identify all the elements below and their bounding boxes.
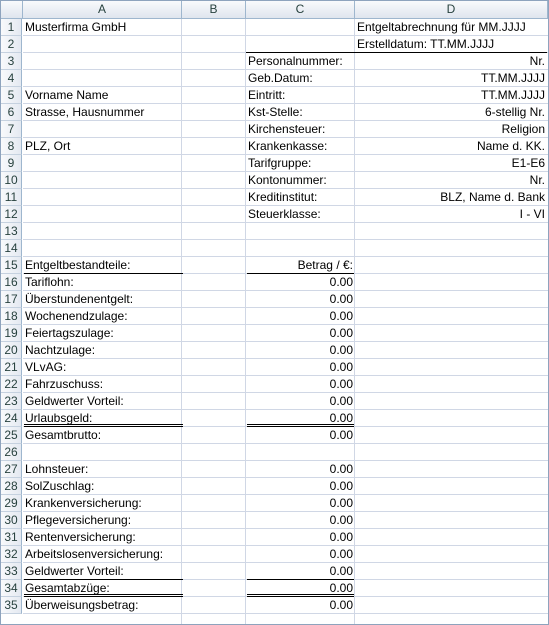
total-deductions-value-cell[interactable]: 0.00	[329, 581, 353, 595]
earning-label-cell[interactable]: Geldwerter Vorteil:	[25, 394, 124, 408]
row-header-2[interactable]: 2	[1, 36, 22, 53]
row-header-9[interactable]: 9	[1, 155, 22, 172]
row-header-14[interactable]: 14	[1, 240, 22, 257]
employee-street-cell[interactable]: Strasse, Hausnummer	[25, 105, 145, 119]
total-deductions-label-cell[interactable]: Gesamtabzüge:	[25, 581, 110, 595]
row-header-8[interactable]: 8	[1, 138, 22, 155]
employee-field-label-cell[interactable]: Eintritt:	[248, 88, 286, 102]
earnings-header-cell[interactable]: Entgeltbestandteile:	[25, 258, 131, 272]
row-header-15[interactable]: 15	[1, 257, 22, 274]
row-header-10[interactable]: 10	[1, 172, 22, 189]
column-header-c[interactable]: C	[246, 1, 355, 18]
employee-field-label-cell[interactable]: Tarifgruppe:	[248, 156, 312, 170]
amount-header-cell[interactable]: Betrag / €:	[297, 258, 353, 272]
earning-label-cell[interactable]: VLvAG:	[25, 360, 67, 374]
row-header-28[interactable]: 28	[1, 478, 22, 495]
row-header-5[interactable]: 5	[1, 87, 22, 104]
deduction-label-cell[interactable]: Arbeitslosenversicherung:	[25, 547, 164, 561]
earning-value-cell[interactable]: 0.00	[329, 275, 353, 289]
row-header-35[interactable]: 35	[1, 597, 22, 614]
gridline-row	[23, 239, 548, 240]
select-all-corner[interactable]	[1, 1, 23, 18]
row-header-12[interactable]: 12	[1, 206, 22, 223]
payout-label-cell[interactable]: Überweisungsbetrag:	[25, 598, 139, 612]
column-header-a[interactable]: A	[23, 1, 182, 18]
deduction-value-cell[interactable]: 0.00	[329, 530, 353, 544]
employee-field-label-cell[interactable]: Kreditinstitut:	[248, 190, 318, 204]
employee-field-label-cell[interactable]: Kontonummer:	[248, 173, 327, 187]
earning-value-cell[interactable]: 0.00	[329, 377, 353, 391]
earning-label-cell[interactable]: Nachtzulage:	[25, 343, 96, 357]
deduction-value-cell[interactable]: 0.00	[329, 496, 353, 510]
earning-value-cell[interactable]: 0.00	[329, 309, 353, 323]
deduction-value-cell[interactable]: 0.00	[329, 462, 353, 476]
deduction-value-cell[interactable]: 0.00	[329, 479, 353, 493]
column-header-b[interactable]: B	[182, 1, 246, 18]
payout-value-cell[interactable]: 0.00	[329, 598, 353, 612]
employee-field-value-cell[interactable]: Religion	[501, 122, 545, 136]
document-title-cell[interactable]: Entgeltabrechnung für MM.JJJJ	[357, 20, 526, 34]
employee-field-value-cell[interactable]: TT.MM.JJJJ	[481, 71, 545, 85]
row-header-34[interactable]: 34	[1, 580, 22, 597]
deduction-value-cell[interactable]: 0.00	[329, 513, 353, 527]
row-header-11[interactable]: 11	[1, 189, 22, 206]
earning-label-cell[interactable]: Überstundenentgelt:	[25, 292, 134, 306]
employee-field-value-cell[interactable]: I - VI	[519, 207, 545, 221]
gross-label-cell[interactable]: Gesamtbrutto:	[25, 428, 102, 442]
row-header-17[interactable]: 17	[1, 291, 22, 308]
employee-field-label-cell[interactable]: Geb.Datum:	[248, 71, 313, 85]
employee-field-value-cell[interactable]: Nr.	[529, 54, 545, 68]
employee-field-label-cell[interactable]: Personalnummer:	[248, 54, 343, 68]
earning-value-cell[interactable]: 0.00	[329, 326, 353, 340]
employee-field-label-cell[interactable]: Kst-Stelle:	[248, 105, 303, 119]
earning-value-cell[interactable]: 0.00	[329, 343, 353, 357]
row-header-33[interactable]: 33	[1, 563, 22, 580]
company-name-cell[interactable]: Musterfirma GmbH	[25, 20, 127, 34]
employee-field-value-cell[interactable]: E1-E6	[511, 156, 545, 170]
earning-label-cell[interactable]: Tariflohn:	[25, 275, 74, 289]
deduction-label-cell[interactable]: Rentenversicherung:	[25, 530, 136, 544]
earning-label-cell[interactable]: Fahrzuschuss:	[25, 377, 104, 391]
row-header-19[interactable]: 19	[1, 325, 22, 342]
deduction-label-cell[interactable]: Pflegeversicherung:	[25, 513, 132, 527]
employee-field-value-cell[interactable]: 6-stellig Nr.	[484, 105, 545, 119]
row-header-1[interactable]: 1	[1, 19, 22, 36]
row-header-20[interactable]: 20	[1, 342, 22, 359]
created-date-cell[interactable]: Erstelldatum: TT.MM.JJJJ	[357, 37, 495, 51]
row-header-7[interactable]: 7	[1, 121, 22, 138]
employee-field-value-cell[interactable]: TT.MM.JJJJ	[481, 88, 545, 102]
row-header-13[interactable]: 13	[1, 223, 22, 240]
row-header-25[interactable]: 25	[1, 427, 22, 444]
earning-label-cell[interactable]: Wochenendzulage:	[25, 309, 128, 323]
deduction-label-cell[interactable]: Krankenversicherung:	[25, 496, 142, 510]
deduction-value-cell[interactable]: 0.00	[329, 547, 353, 561]
row-header-27[interactable]: 27	[1, 461, 22, 478]
row-header-3[interactable]: 3	[1, 53, 22, 70]
row-header-26[interactable]: 26	[1, 444, 22, 461]
row-header-23[interactable]: 23	[1, 393, 22, 410]
row-header-16[interactable]: 16	[1, 274, 22, 291]
deduction-label-cell[interactable]: Lohnsteuer:	[25, 462, 89, 476]
earning-value-cell[interactable]: 0.00	[329, 411, 353, 425]
row-header-32[interactable]: 32	[1, 546, 22, 563]
employee-field-value-cell[interactable]: BLZ, Name d. Bank	[440, 190, 545, 204]
row-header-24[interactable]: 24	[1, 410, 22, 427]
employee-name-cell[interactable]: Vorname Name	[25, 88, 109, 102]
deduction-label-cell[interactable]: Geldwerter Vorteil:	[25, 564, 124, 578]
row-header-29[interactable]: 29	[1, 495, 22, 512]
row-header-6[interactable]: 6	[1, 104, 22, 121]
gross-value-cell[interactable]: 0.00	[329, 428, 353, 442]
earning-value-cell[interactable]: 0.00	[329, 394, 353, 408]
row-header-4[interactable]: 4	[1, 70, 22, 87]
earning-label-cell[interactable]: Urlaubsgeld:	[25, 411, 93, 425]
employee-field-value-cell[interactable]: Nr.	[529, 173, 545, 187]
employee-field-value-cell[interactable]: Name d. KK.	[476, 139, 545, 153]
employee-field-label-cell[interactable]: Steuerklasse:	[248, 207, 321, 221]
earning-value-cell[interactable]: 0.00	[329, 360, 353, 374]
row-header-30[interactable]: 30	[1, 512, 22, 529]
column-header-d[interactable]: D	[355, 1, 548, 18]
row-header-22[interactable]: 22	[1, 376, 22, 393]
earning-value-cell[interactable]: 0.00	[329, 292, 353, 306]
employee-city-cell[interactable]: PLZ, Ort	[25, 139, 71, 153]
earning-label-cell[interactable]: Feiertagszulage:	[25, 326, 114, 340]
deduction-label-cell[interactable]: SolZuschlag:	[25, 479, 95, 493]
employee-field-label-cell[interactable]: Krankenkasse:	[248, 139, 328, 153]
row-header-21[interactable]: 21	[1, 359, 22, 376]
deduction-value-cell[interactable]: 0.00	[329, 564, 353, 578]
row-header-31[interactable]: 31	[1, 529, 22, 546]
row-header-18[interactable]: 18	[1, 308, 22, 325]
employee-field-label-cell[interactable]: Kirchensteuer:	[248, 122, 326, 136]
